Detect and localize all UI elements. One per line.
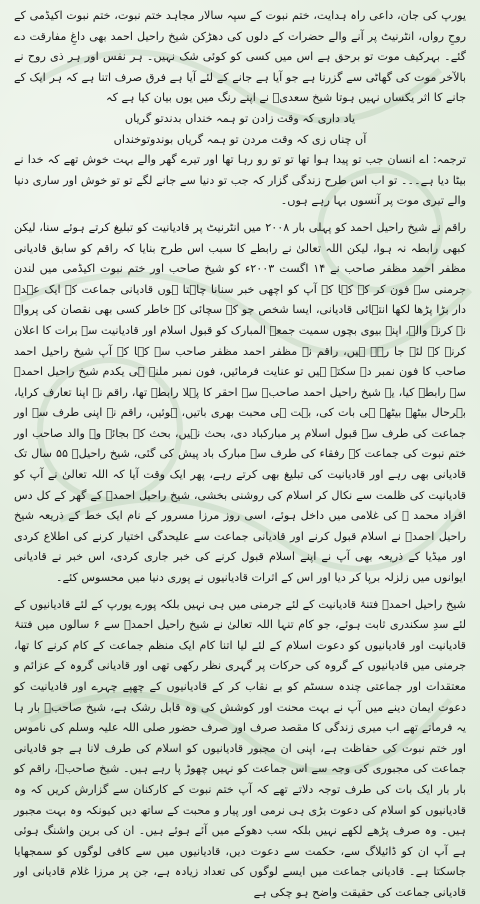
body-paragraph-1: راقم نے شیخ راحیل احمد کو پہلی بار ۲۰۰۸ میں انٹرنیٹ پر قادیانیت کو تبلیغ کرتے ہوئے سنا، لیکن کبھی رابطہ نہ ہوا، لیکن اللہ تعالیٰ نے رابطے کا سبب اس طرح بنایا کہ راقم کو سابق قادیانی مظفر احمد مظفر صاحب نے ۱۴ اگست ۲۰۰۳ء کو شیخ صاحب اور ختم نبوت اکیڈمی میں لندن جرمنی سے فون کر کے کہا کہ آپ کو اچھی خبر سنانا چاہتا ہوں قادیانی جماعت کے ایک عہدے دار بڑا پڑھا لکھا انتہائی قادیانی، ایسا شخص جو کہ سچائی کے خاطر کسی بھی نقصان کی پرواہ نہ کرنے والے، اپنے بیوی بچوں سمیت جمعۃ المبارک کو قبول اسلام اور قادیانیت سے برات کا اعلان کرنے کے لئے جا رہے ہیں، راقم نے مظفر احمد مظفر صاحب سے کہا کہ آپ شیخ راحیل احمد صاحب کا فون نمبر دے سکتے ہیں تو عنایت فرمائیں، فون نمبر ملنے ہی یکدم شیخ راحیل احمدؒ سے رابطہ کیا، یہ شیخ راحیل احمد صاحبؒ سے احقر کا پہلا رابطہ تھا، راقم نے اپنا تعارف کرایا، بہرحال بیٹھے بیٹھے ہی بات کی، بہت ہی محبت بھری باتیں، ہوئیں، راقم نے اپنی طرف سے اور جماعت کی طرف سے قبول اسلام پر مبارکباد دی، بحث نہیں، بحث کے بجائے وہ والد صاحب اور ختم نبوت کی جماعت کے رفقاء کی طرف سے مبارک باد پیش کی گئی، شیخ راحیلؒ ۵۵ سال تک قادیانی بھی رہے اور قادیانیت کی تبلیغ بھی کرتے رہے، پھر ایک وقت آیا کہ اللہ تعالیٰ نے آپ کو قادیانیت کی ظلمت سے نکال کر اسلام کی روشنی بخشی، شیخ راحیل احمدؒ کے گھر کے کل دس افراد محمد ﷺ کی غلامی میں داخل ہوئے، اسی روز مرزا مسرور کے نام ایک خط کے ذریعہ شیخ راحیل احمدؒ نے اسلام قبول کرنے اور قادیانی جماعت سے علیحدگی اختیار کرنے کی اطلاع کردی اور میڈیا کے ذریعہ بھی آپ نے اپنے اسلام قبول کرنے کی خبر جاری کردی، اس خبر نے قادیانی ایوانوں میں زلزلہ برپا کر دیا اور اس کے اثرات قادیانیوں نے پوری دنیا میں محسوس کئے۔	[14, 220, 467, 585]
translation-paragraph: ترجمہ: اے انسان جب تو پیدا ہوا تھا تو تو رو رہا تھا اور تیرے گھر والے بہت خوش تھے کہ خدا نے بیٹا دیا ہے۔۔۔ تو اب اس طرح زندگی گزار کہ جب تو دنیا سے جانے لگے تو تو خوش اور ساری دنیا والے تیری موت پر آنسوں بہا رہے ہوں۔	[14, 153, 466, 208]
intro-paragraph: یورپ کی جان، داعی راہ ہدایت، ختم نبوت کے سپہ سالار مجاہد ختم نبوت، ختم نبوت اکیڈمی کے روحِ رواں، انٹرنیٹ پر آنے والے حضرات کے دلوں کی دھڑکن شیخ راحیل احمد بھی داغِ مفارقت دے گئے۔ بہرکیف موت تو برحق ہے اس میں کسی کو کوئی شک نہیں۔ ہر نفس اور ہر ذی روح نے بالآخر موت کی گھاٹی سے گزرنا ہے جو آیا ہے جانے کے لئے آیا ہے فرق صرف اتنا ہے کہ ہر ایک کے جانے کا اثر یکساں نہیں ہوتا شیخ سعدیؒ نے اپنے رنگ میں یوں بیان کیا ہے کہ	[14, 9, 466, 105]
poem-verse-2: آں چناں زی کہ وقت مردن تو ہمہ گریاں بوندوتوخنداں	[113, 132, 367, 146]
body-paragraph-2: شیخ راحیل احمدؒ فتنۂ قادیانیت کے لئے جرمنی میں ہی نہیں بلکہ پورے یورپ کے لئے قادیانیوں کے لئے سدِ سکندری ثابت ہوئے، جو کام تنہا اللہ تعالیٰ نے شیخ راحیل احمدؒ سے ۶ سالوں میں فتنۂ قادیانیت اور قادیانیوں کو دعوت اسلام کے لئے لیا اتنا کام ایک منظم جماعت کے کام کرنے کا تھا، جرمنی میں قادیانیوں کے گروہ کی حرکات پر گہری نظر رکھی تھی اور قادیانی گروہ کے عزائم و معتقدات اور جماعتی چندہ سسٹم کو بے نقاب کر کے قادیانیوں کے چھپے چہرے اور قادیانیت کو دعوت ایمان دینے میں آپ نے بہت محنت اور کوشش کی وہ قابل رشک ہے، شیخ صاحبؒ بار ہا یہ فرماتے تھے اب میری زندگی کا مقصد صرف اور صرف حضور صلی اللہ علیہ وسلم کی ناموس اور ختم نبوت کی حفاظت ہے، اپنی ان مجبور قادیانیوں کو اسلام کی طرف لانا ہے جو قادیانی جماعت کی مجبوری کی وجہ سے اس جماعت کو نہیں چھوڑ پا رہے ہیں۔ شیخ صاحبؒ، راقم کو بار بار ایک بات کی طرف توجہ دلاتے تھے کہ آپ ختم نبوت کے کارکنان سے گزارش کریں کہ وہ قادیانیوں کو اسلام کی دعوت بڑی ہی نرمی اور پیار و محبت کے ساتھ دیں کیونکہ وہ بہت مجبور ہیں۔ وہ صرف پڑھے لکھے نہیں بلکہ سب دھوکے میں آئے ہوئے ہیں۔ ان کی برین واشنگ ہوئی ہے آپ ان کو ڈائیلاگ سے، حکمت سے دعوت دیں، قادیانیوں میں سے کافی لوگوں کو سمجھایا جاسکتا ہے۔ قادیانی جماعت میں ایسے لوگوں کی تعداد زیادہ ہے، جن پر مرزا غلام قادیانی اور قادیانی جماعت کی حقیقت واضح ہو چکی ہے	[14, 597, 466, 899]
article-body	[14, 6, 466, 904]
poem-verse-1: یاد داری کہ وقت زادن تو ہمہ خنداں بدندتو گریاں	[124, 111, 356, 125]
